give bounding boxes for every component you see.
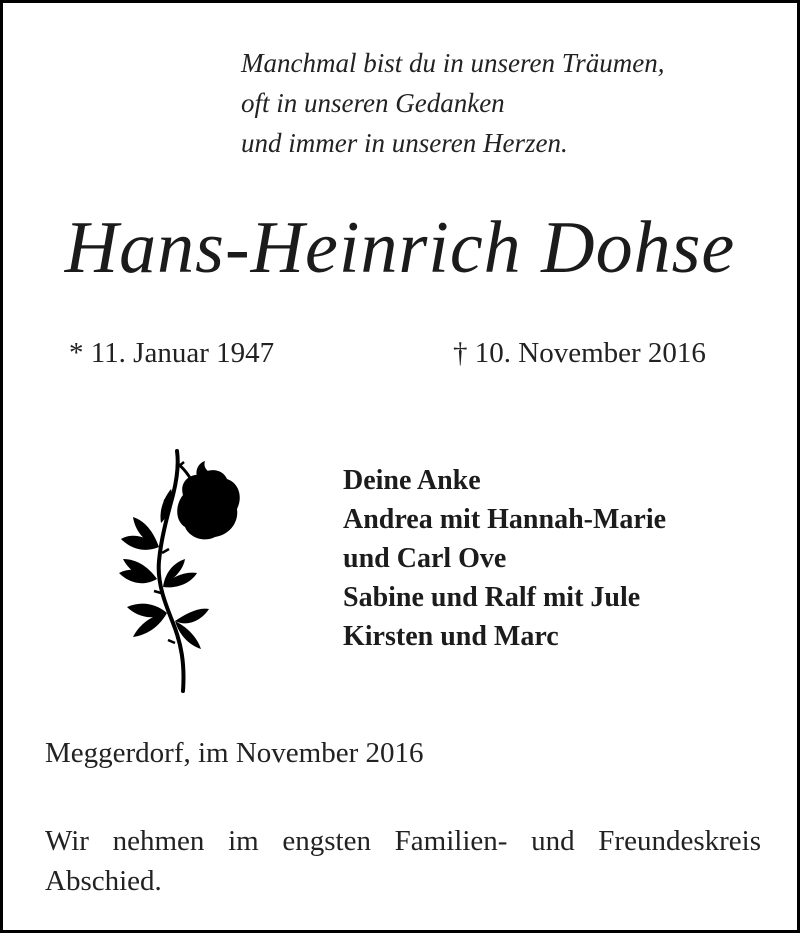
deceased-name: Hans-Heinrich Dohse <box>64 207 736 289</box>
death-date: † 10. November 2016 <box>453 337 706 369</box>
family-line: und Carl Ove <box>343 543 507 574</box>
closing-statement: Wir nehmen im engsten Familien- und Freundeskreis Abschied. <box>45 825 761 897</box>
family-line: Kirsten und Marc <box>343 621 559 652</box>
place-and-date: Meggerdorf, im November 2016 <box>45 737 424 769</box>
rose-icon <box>101 443 251 693</box>
verse-line: und immer in unseren Herzen. <box>241 128 568 158</box>
family-line: Deine Anke <box>343 465 481 496</box>
birth-date: * 11. Januar 1947 <box>69 337 275 369</box>
verse-line: Manchmal bist du in unseren Träumen, <box>241 48 665 78</box>
family-line: Andrea mit Hannah-Marie <box>343 504 667 535</box>
verse-line: oft in unseren Gedanken <box>241 88 505 118</box>
family-line: Sabine und Ralf mit Jule <box>343 582 641 613</box>
memorial-verse <box>241 43 664 163</box>
family-signatures <box>343 461 666 656</box>
